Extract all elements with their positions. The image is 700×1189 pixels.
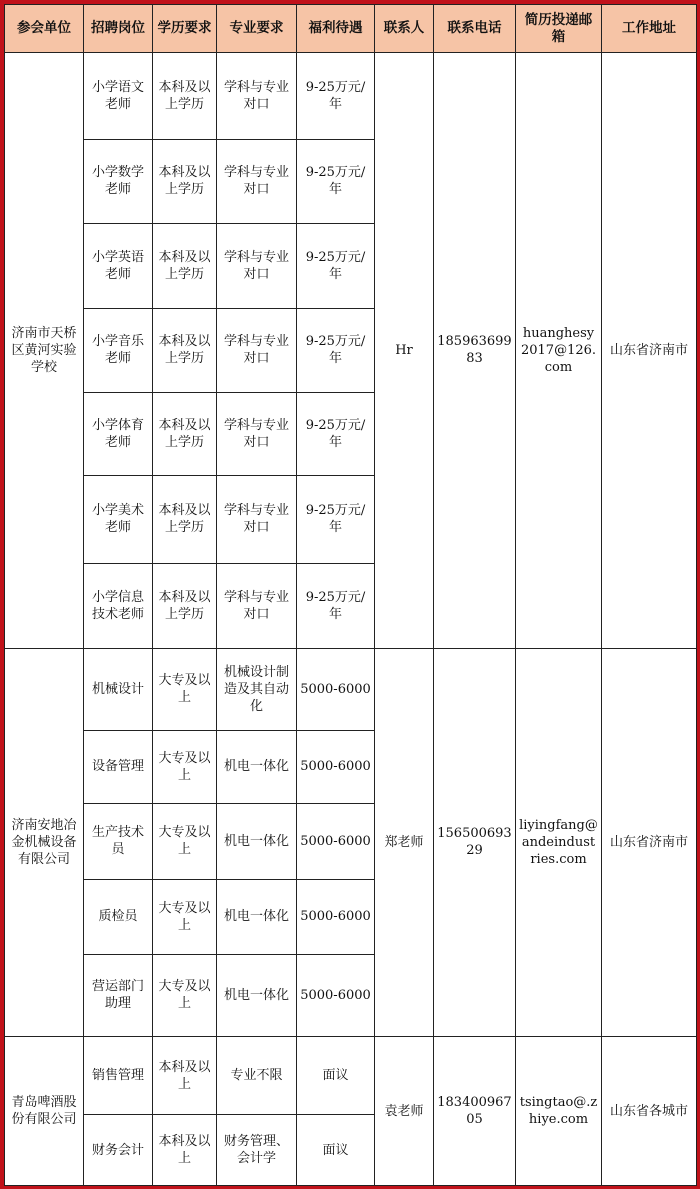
position-major: 学科与专业对口 bbox=[217, 53, 297, 140]
position-major: 学科与专业对口 bbox=[217, 224, 297, 309]
position-title: 销售管理 bbox=[84, 1037, 153, 1115]
position-education: 大专及以上 bbox=[153, 803, 217, 879]
position-salary: 5000-6000 bbox=[297, 648, 375, 731]
position-education: 本科及以上学历 bbox=[153, 224, 217, 309]
company-phone: 15650069329 bbox=[434, 648, 516, 1036]
company-phone: 18596369983 bbox=[434, 53, 516, 649]
header-email: 简历投递邮箱 bbox=[516, 5, 602, 53]
table-row bbox=[5, 1037, 697, 1115]
header-salary: 福利待遇 bbox=[297, 5, 375, 53]
position-major: 学科与专业对口 bbox=[217, 475, 297, 564]
header-address: 工作地址 bbox=[602, 5, 697, 53]
company-contact: 袁老师 bbox=[375, 1037, 434, 1186]
position-title: 营运部门助理 bbox=[84, 954, 153, 1037]
position-education: 本科及以上学历 bbox=[153, 564, 217, 649]
position-salary: 面议 bbox=[297, 1037, 375, 1115]
table-row bbox=[5, 53, 697, 140]
company-email[interactable]: liyingfang@andeindustries.com bbox=[516, 648, 602, 1036]
position-title: 小学体育老师 bbox=[84, 393, 153, 476]
position-title: 机械设计 bbox=[84, 648, 153, 731]
position-salary: 9-25万元/年 bbox=[297, 308, 375, 393]
company-contact: Hr bbox=[375, 53, 434, 649]
position-salary: 5000-6000 bbox=[297, 880, 375, 954]
position-major: 学科与专业对口 bbox=[217, 564, 297, 649]
position-salary: 5000-6000 bbox=[297, 803, 375, 879]
position-education: 本科及以上 bbox=[153, 1115, 217, 1186]
position-major: 学科与专业对口 bbox=[217, 393, 297, 476]
position-education: 本科及以上学历 bbox=[153, 308, 217, 393]
position-major: 机械设计制造及其自动化 bbox=[217, 648, 297, 731]
company-name: 青岛啤酒股份有限公司 bbox=[5, 1037, 84, 1186]
position-title: 质检员 bbox=[84, 880, 153, 954]
position-education: 本科及以上学历 bbox=[153, 393, 217, 476]
position-salary: 9-25万元/年 bbox=[297, 53, 375, 140]
company-address: 山东省济南市 bbox=[602, 53, 697, 649]
position-education: 大专及以上 bbox=[153, 954, 217, 1037]
header-phone: 联系电话 bbox=[434, 5, 516, 53]
position-education: 本科及以上学历 bbox=[153, 53, 217, 140]
position-major: 学科与专业对口 bbox=[217, 308, 297, 393]
position-major: 机电一体化 bbox=[217, 803, 297, 879]
position-major: 学科与专业对口 bbox=[217, 139, 297, 224]
position-education: 本科及以上 bbox=[153, 1037, 217, 1115]
position-education: 大专及以上 bbox=[153, 731, 217, 803]
position-title: 小学数学老师 bbox=[84, 139, 153, 224]
position-education: 大专及以上 bbox=[153, 648, 217, 731]
position-title: 小学英语老师 bbox=[84, 224, 153, 309]
position-title: 设备管理 bbox=[84, 731, 153, 803]
company-name: 济南安地冶金机械设备有限公司 bbox=[5, 648, 84, 1036]
company-name: 济南市天桥区黄河实验学校 bbox=[5, 53, 84, 649]
table-row bbox=[5, 648, 697, 731]
position-major: 机电一体化 bbox=[217, 731, 297, 803]
company-email[interactable]: huanghesy2017@126.com bbox=[516, 53, 602, 649]
position-major: 财务管理、会计学 bbox=[217, 1115, 297, 1186]
position-title: 财务会计 bbox=[84, 1115, 153, 1186]
header-position: 招聘岗位 bbox=[84, 5, 153, 53]
position-salary: 5000-6000 bbox=[297, 731, 375, 803]
header-contact: 联系人 bbox=[375, 5, 434, 53]
position-education: 大专及以上 bbox=[153, 880, 217, 954]
company-address: 山东省各城市 bbox=[602, 1037, 697, 1186]
position-salary: 5000-6000 bbox=[297, 954, 375, 1037]
company-email[interactable]: tsingtao@.zhiye.com bbox=[516, 1037, 602, 1186]
header-major: 专业要求 bbox=[217, 5, 297, 53]
company-address: 山东省济南市 bbox=[602, 648, 697, 1036]
recruitment-sheet bbox=[4, 4, 696, 1186]
position-title: 小学信息技术老师 bbox=[84, 564, 153, 649]
header-company: 参会单位 bbox=[5, 5, 84, 53]
position-salary: 9-25万元/年 bbox=[297, 564, 375, 649]
position-salary: 9-25万元/年 bbox=[297, 475, 375, 564]
position-salary: 面议 bbox=[297, 1115, 375, 1186]
position-major: 机电一体化 bbox=[217, 880, 297, 954]
company-phone: 18340096705 bbox=[434, 1037, 516, 1186]
position-title: 小学语文老师 bbox=[84, 53, 153, 140]
company-contact: 郑老师 bbox=[375, 648, 434, 1036]
position-education: 本科及以上学历 bbox=[153, 475, 217, 564]
position-title: 小学音乐老师 bbox=[84, 308, 153, 393]
position-title: 小学美术老师 bbox=[84, 475, 153, 564]
position-salary: 9-25万元/年 bbox=[297, 139, 375, 224]
position-salary: 9-25万元/年 bbox=[297, 393, 375, 476]
position-education: 本科及以上学历 bbox=[153, 139, 217, 224]
position-salary: 9-25万元/年 bbox=[297, 224, 375, 309]
position-title: 生产技术员 bbox=[84, 803, 153, 879]
position-major: 专业不限 bbox=[217, 1037, 297, 1115]
position-major: 机电一体化 bbox=[217, 954, 297, 1037]
header-education: 学历要求 bbox=[153, 5, 217, 53]
recruitment-table bbox=[4, 4, 697, 1186]
header-row bbox=[5, 5, 697, 53]
